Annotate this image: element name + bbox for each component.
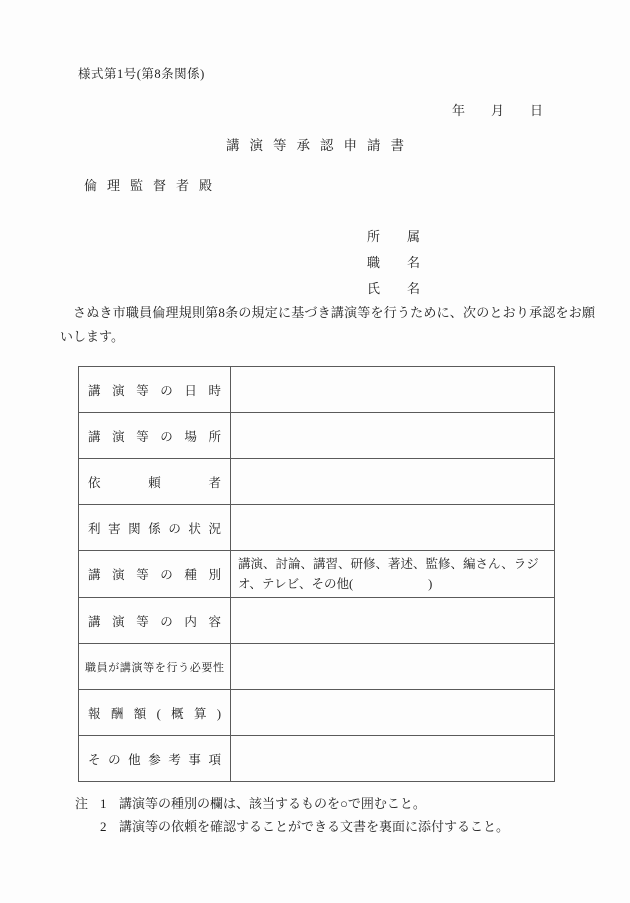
row-value: [231, 598, 555, 644]
note-text: 講演等の依頼を確認することができる文書を裏面に添付すること。: [119, 819, 510, 834]
date-line: 年 月 日: [452, 103, 544, 118]
applicant-block: [367, 224, 427, 302]
row-value: [231, 736, 555, 782]
notes-block: [75, 792, 509, 838]
row-label: 報酬額(概算): [79, 690, 231, 736]
document-title: 講演等承認申請書: [226, 138, 414, 153]
table-row-necessity: [79, 644, 555, 690]
approval-table: [78, 366, 555, 782]
row-value: [231, 367, 555, 413]
row-value: [231, 413, 555, 459]
addressee: 倫理監督者殿: [84, 178, 223, 193]
note-number: 1: [100, 796, 107, 811]
row-label: 職員が講演等を行う必要性: [79, 644, 231, 690]
row-value: [231, 644, 555, 690]
name-label: 氏 名: [367, 281, 428, 296]
table-row-requester: [79, 459, 555, 505]
table-row-other-reference: [79, 736, 555, 782]
row-label: 講演等の日時: [79, 367, 231, 413]
form-number: 様式第1号(第8条関係): [78, 67, 205, 81]
row-label: 講演等の場所: [79, 413, 231, 459]
row-label: 依頼者: [79, 459, 231, 505]
row-value: [231, 505, 555, 551]
table-row-datetime: [79, 367, 555, 413]
row-label: 講演等の種別: [79, 551, 231, 598]
table-row-place: [79, 413, 555, 459]
table-row-remuneration: [79, 690, 555, 736]
note-marker: 注: [75, 796, 89, 811]
table-row-content: [79, 598, 555, 644]
job-title-label: 職 名: [367, 255, 428, 270]
note-number: 2: [100, 819, 107, 834]
note-text: 講演等の種別の欄は、該当するものを○で囲むこと。: [119, 796, 426, 811]
table-row-type: [79, 551, 555, 598]
table-row-interest-status: [79, 505, 555, 551]
row-value: [231, 690, 555, 736]
row-label: その他参考事項: [79, 736, 231, 782]
affiliation-label: 所 属: [367, 229, 428, 244]
row-label: 利害関係の状況: [79, 505, 231, 551]
note-item: [75, 815, 509, 838]
note-item: [75, 792, 509, 815]
note-marker: [75, 815, 100, 838]
request-paragraph: さぬき市職員倫理規則第8条の規定に基づき講演等を行うために、次のとおり承認をお願いします。: [60, 305, 595, 344]
row-value: 講演、討論、講習、研修、著述、監修、編さん、ラジオ、テレビ、その他( ): [231, 551, 555, 598]
row-value: [231, 459, 555, 505]
row-label: 講演等の内容: [79, 598, 231, 644]
